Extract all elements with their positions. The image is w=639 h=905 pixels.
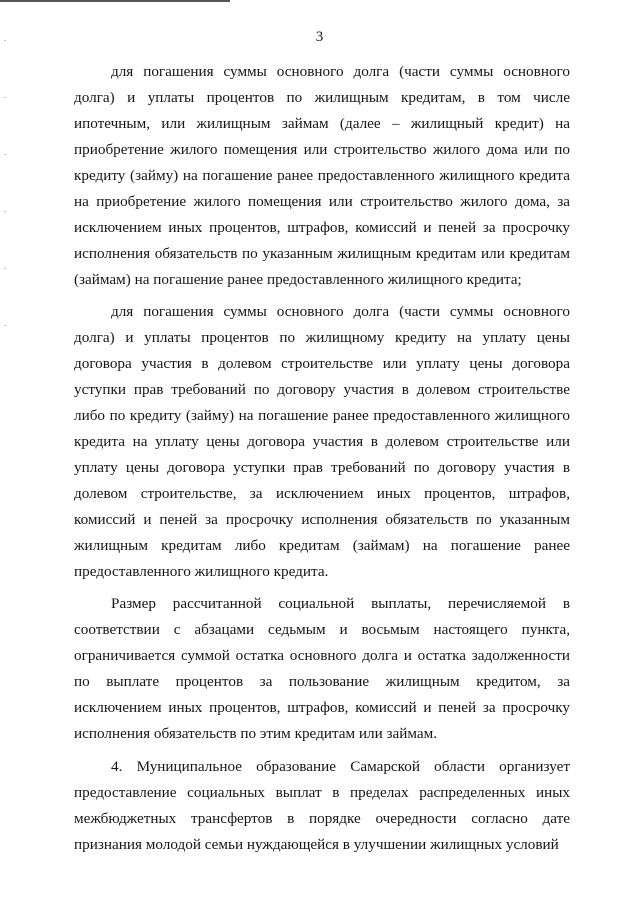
page-number: 3 [315, 29, 324, 45]
paragraph-payment-limit: Размер рассчитанной социальной выплаты, перечисляемой в соответствии с абзацами седьмым и восьмым настоящего пункта, ограничивается суммой остатка основного долга и остатка задолженности по выплате процентов за пользование жилищным кредитом, за исключением иных процентов, штрафов, комиссий и пеней за просрочку исполнения обязательств по этим кредитам или займам. [74, 595, 570, 742]
paragraph-housing-loan-repayment: для погашения суммы основного долга (части суммы основного долга) и уплаты процентов по жилищным кредитам, в том числе ипотечным, или жилищным займам (далее – жилищный кредит) на приобретение жилого помещения или строительство жилого дома или по кредиту (займу) на погашение ранее предоставленного жилищного кредита на приобретение жилого помещения или строительство жилого дома, за исключением иных процентов, штрафов, комиссий и пеней за просрочку исполнения обязательств по указанным жилищным кредитам или кредитам (займам) на погашение ранее предоставленного жилищного кредита; [74, 63, 570, 288]
document-body [74, 59, 570, 858]
scan-edge-marks [4, 40, 6, 380]
paragraph-item-4: 4. Муниципальное образование Самарской области организует предоставление социальных выплат в пределах распределенных иных межбюджетных трансфертов в порядке очередности согласно дате признания молодой семьи нуждающейся в улучшении жилищных условий [74, 758, 570, 853]
paragraph-shared-construction-loan: для погашения суммы основного долга (части суммы основного долга) и уплаты процентов по жилищному кредиту на уплату цены договора участия в долевом строительстве или уплату цены договора уступки прав требований по договору участия в долевом строительстве либо по кредиту (займу) на погашение ранее предоставленного жилищного кредита на уплату цены договора участия в долевом строительстве или уплату цены договора уступки прав требований по договору участия в долевом строительстве, за исключением иных процентов, штрафов, комиссий и пеней за просрочку исполнения обязательств по указанным жилищным кредитам либо кредитам (займам) на погашение ранее предоставленного жилищного кредита. [74, 303, 570, 580]
top-rule-divider [0, 0, 230, 2]
